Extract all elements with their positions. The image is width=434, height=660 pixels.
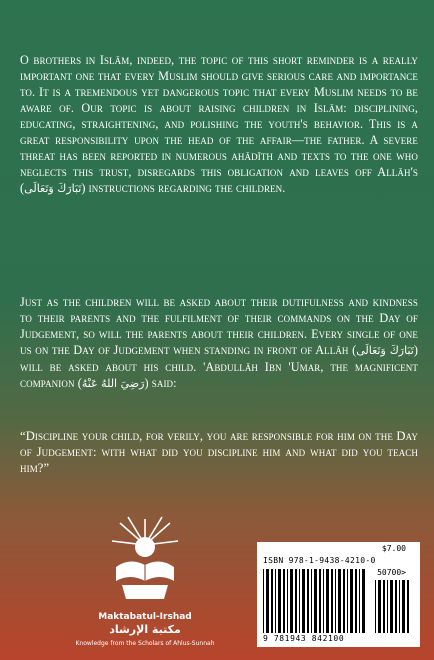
publisher-arabic-name: مكتبة الإرشاد	[109, 623, 181, 636]
intro-paragraph	[20, 52, 418, 197]
second-text-3: ) said:	[144, 376, 177, 390]
intro-text-2: ) instructions regarding the children.	[81, 181, 286, 195]
publisher-name: Maktabatul-Irshad	[98, 612, 192, 622]
price-label: $7.00	[381, 544, 406, 553]
arabic-honorific: تَبَارَكَ وَتَعَالَى	[24, 182, 82, 195]
isbn-number: ISBN 978-1-9438-4210-0	[263, 556, 376, 565]
second-text-1: Just as the children will be asked about their dutifulness and kindness to their parents and the fulfilment of their commands on the Day of Judgement, so will the parents about their children. Every single of one us on the Day of Judgement when standing in front of Allāh (	[20, 295, 418, 357]
arabic-honorific: رَضِيَ اللهُ عَنْهُ	[81, 377, 145, 390]
hadith-quote: “Discipline your child, for verily, you are responsible for him on the Day of Judgement: with what did you discipline him and what did you teach him?”	[20, 429, 418, 475]
price-addon-code: 50700>	[377, 568, 406, 577]
publisher-tagline: Knowledge from the Scholars of Ahlus-Sunnah	[75, 640, 215, 647]
addon-barcode-bars-icon	[375, 580, 411, 633]
barcode-digits: 9 781943 842100	[263, 634, 345, 643]
second-paragraph	[20, 294, 418, 392]
intro-text-1: O brothers in Islām, indeed, the topic of this short reminder is a really important one that every Muslim should give serious care and importance to. It is a tremendous yet dangerous topic that every Muslim needs to be aware of. Our topic is about raising children in Islām: disciplining, educating, straightening, and polishing the youth's behavior. This is a great responsibility upon the head of the affair—the father. A severe threat has been reported in numerous ahādīth and texts to the one who neglects this trust, disregards this obligation and leaves off Allāh's (	[20, 53, 418, 195]
publisher-logo-icon	[108, 515, 182, 605]
second-text-2: ) will be asked about his child. 'Abdullāh Ibn 'Umar, the magnificent companion (	[20, 343, 418, 390]
isbn-barcode	[257, 542, 420, 647]
arabic-honorific: تَبَارَكَ وَتَعَالَى	[356, 344, 414, 357]
barcode-bars-icon	[263, 569, 367, 633]
